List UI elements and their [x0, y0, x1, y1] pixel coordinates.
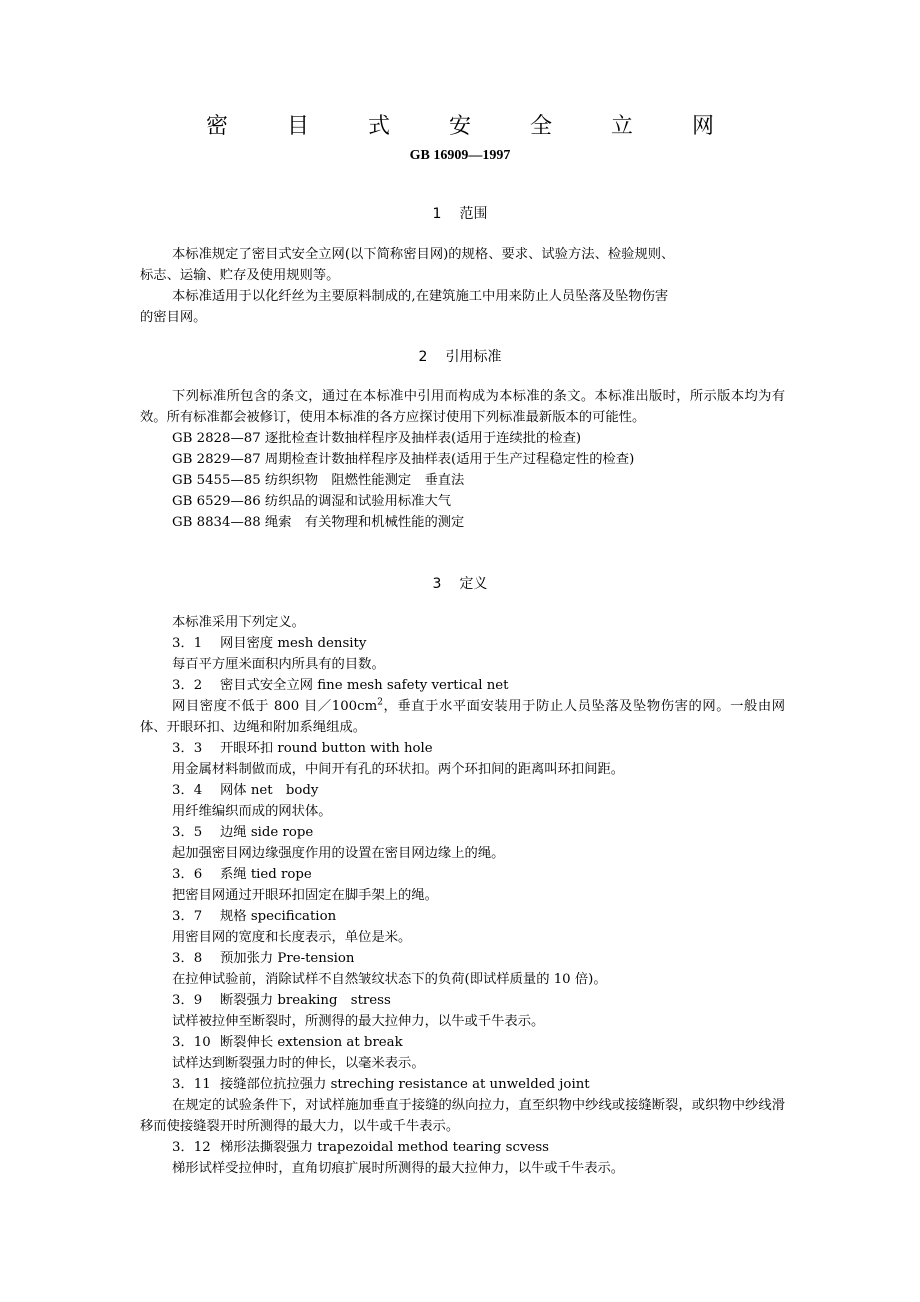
term-number: 3．9	[172, 993, 203, 1008]
term-definition: 梯形试样受拉伸时，直角切痕扩展时所测得的最大拉伸力，以牛或千牛表示。	[172, 1161, 625, 1176]
reference-item: GB 2829—87 周期检查计数抽样程序及抽样表(适用于生产过程稳定性的检查)	[172, 452, 635, 467]
document-title: 密 目 式 安 全 立 网	[206, 114, 740, 139]
standard-code: GB 16909—1997	[409, 148, 511, 163]
paragraph-line: 的密目网。	[140, 310, 207, 325]
term-number: 3．1	[172, 636, 203, 651]
reference-item: GB 2828—87 逐批检查计数抽样程序及抽样表(适用于连续批的检查)	[172, 431, 582, 446]
section-1-heading	[0, 204, 920, 224]
term-definition	[140, 696, 785, 738]
term-name: 网目密度 mesh density	[220, 636, 367, 651]
term-name: 系绳 tied rope	[220, 867, 312, 882]
paragraph-line: 本标准适用于以化纤丝为主要原料制成的,在建筑施工中用来防止人员坠落及坠物伤害	[172, 289, 669, 304]
definition-text: ，垂直于水平面安装用于防止人员坠落及坠物伤害的网。一般由网体、开眼环扣、边绳和附加系绳组成。	[140, 699, 785, 735]
section-3-heading	[0, 574, 920, 594]
term-number: 3．8	[172, 951, 203, 966]
section-1-body	[140, 244, 785, 328]
term-name: 网体 net body	[220, 783, 319, 798]
term-definition: 每百平方厘米面积内所具有的目数。	[172, 657, 385, 672]
term-heading	[140, 948, 785, 969]
term-number: 3．7	[172, 909, 203, 924]
term-heading	[140, 738, 785, 759]
term-name: 密目式安全立网 fine mesh safety vertical net	[220, 678, 509, 693]
term-number: 3．12	[172, 1140, 211, 1155]
term-heading	[140, 1032, 785, 1053]
term-number: 3．4	[172, 783, 203, 798]
term-definition: 试样达到断裂强力时的伸长，以毫米表示。	[172, 1056, 425, 1071]
term-definition: 用金属材料制做而成，中间开有孔的环状扣。两个环扣间的距离叫环扣间距。	[172, 762, 625, 777]
paragraph-line: 本标准规定了密目式安全立网(以下简称密目网)的规格、要求、试验方法、检验规则、	[172, 247, 675, 262]
reference-item: GB 8834—88 绳索 有关物理和机械性能的测定	[172, 515, 465, 530]
term-number: 3．11	[172, 1077, 211, 1092]
paragraph-line: 标志、运输、贮存及使用规则等。	[140, 268, 340, 283]
term-heading	[140, 864, 785, 885]
definition-text: 网目密度不低于 800 目／100cm	[172, 699, 378, 714]
term-name: 断裂伸长 extension at break	[220, 1035, 403, 1050]
section-title: 定义	[459, 576, 488, 592]
superscript: 2	[377, 697, 383, 708]
term-heading	[140, 1137, 785, 1158]
term-definition: 在规定的试验条件下，对试样施加垂直于接缝的纵向拉力，直至织物中纱线或接缝断裂，或织物中纱线滑移而使接缝裂开时所测得的最大力，以牛或千牛表示。	[140, 1098, 785, 1134]
term-heading	[140, 633, 785, 654]
term-name: 梯形法撕裂强力 trapezoidal method tearing scvess	[220, 1140, 549, 1155]
term-name: 规格 specification	[220, 909, 337, 924]
term-definition: 试样被拉伸至断裂时，所测得的最大拉伸力，以牛或千牛表示。	[172, 1014, 545, 1029]
term-heading	[140, 990, 785, 1011]
paragraph: 本标准采用下列定义。	[172, 615, 305, 630]
section-2-body	[140, 386, 785, 533]
term-number: 3．10	[172, 1035, 211, 1050]
term-number: 3．2	[172, 678, 203, 693]
term-definition: 用纤维编织而成的网状体。	[172, 804, 332, 819]
section-title: 引用标准	[445, 349, 502, 365]
section-number: 3	[432, 576, 442, 592]
term-number: 3．6	[172, 867, 203, 882]
term-number: 3．5	[172, 825, 203, 840]
term-name: 开眼环扣 round button with hole	[220, 741, 433, 756]
term-definition: 把密目网通过开眼环扣固定在脚手架上的绳。	[172, 888, 438, 903]
term-name: 预加张力 Pre-tension	[220, 951, 355, 966]
term-definition: 起加强密目网边缘强度作用的设置在密目网边缘上的绳。	[172, 846, 505, 861]
term-name: 接缝部位抗拉强力 streching resistance at unwelded joint	[220, 1077, 590, 1092]
paragraph: 下列标准所包含的条文，通过在本标准中引用而构成为本标准的条文。本标准出版时，所示版本均为有效。所有标准都会被修订，使用本标准的各方应探讨使用下列标准最新版本的可能性。	[140, 389, 785, 425]
reference-item: GB 6529—86 纺织品的调湿和试验用标准大气	[172, 494, 452, 509]
reference-item: GB 5455—85 纺织织物 阻燃性能测定 垂直法	[172, 473, 465, 488]
section-title: 范围	[459, 206, 488, 222]
term-heading	[140, 822, 785, 843]
term-name: 边绳 side rope	[220, 825, 314, 840]
section-number: 2	[418, 349, 428, 365]
section-number: 1	[432, 206, 442, 222]
term-heading	[140, 675, 785, 696]
term-number: 3．3	[172, 741, 203, 756]
term-definition: 在拉伸试验前，消除试样不自然皱纹状态下的负荷(即试样质量的 10 倍)。	[172, 972, 607, 987]
term-heading	[140, 906, 785, 927]
section-3-body	[140, 612, 785, 1179]
term-heading	[140, 1074, 785, 1095]
section-2-heading	[0, 347, 920, 367]
term-definition: 用密目网的宽度和长度表示，单位是米。	[172, 930, 412, 945]
term-heading	[140, 780, 785, 801]
term-name: 断裂强力 breaking stress	[220, 993, 391, 1008]
